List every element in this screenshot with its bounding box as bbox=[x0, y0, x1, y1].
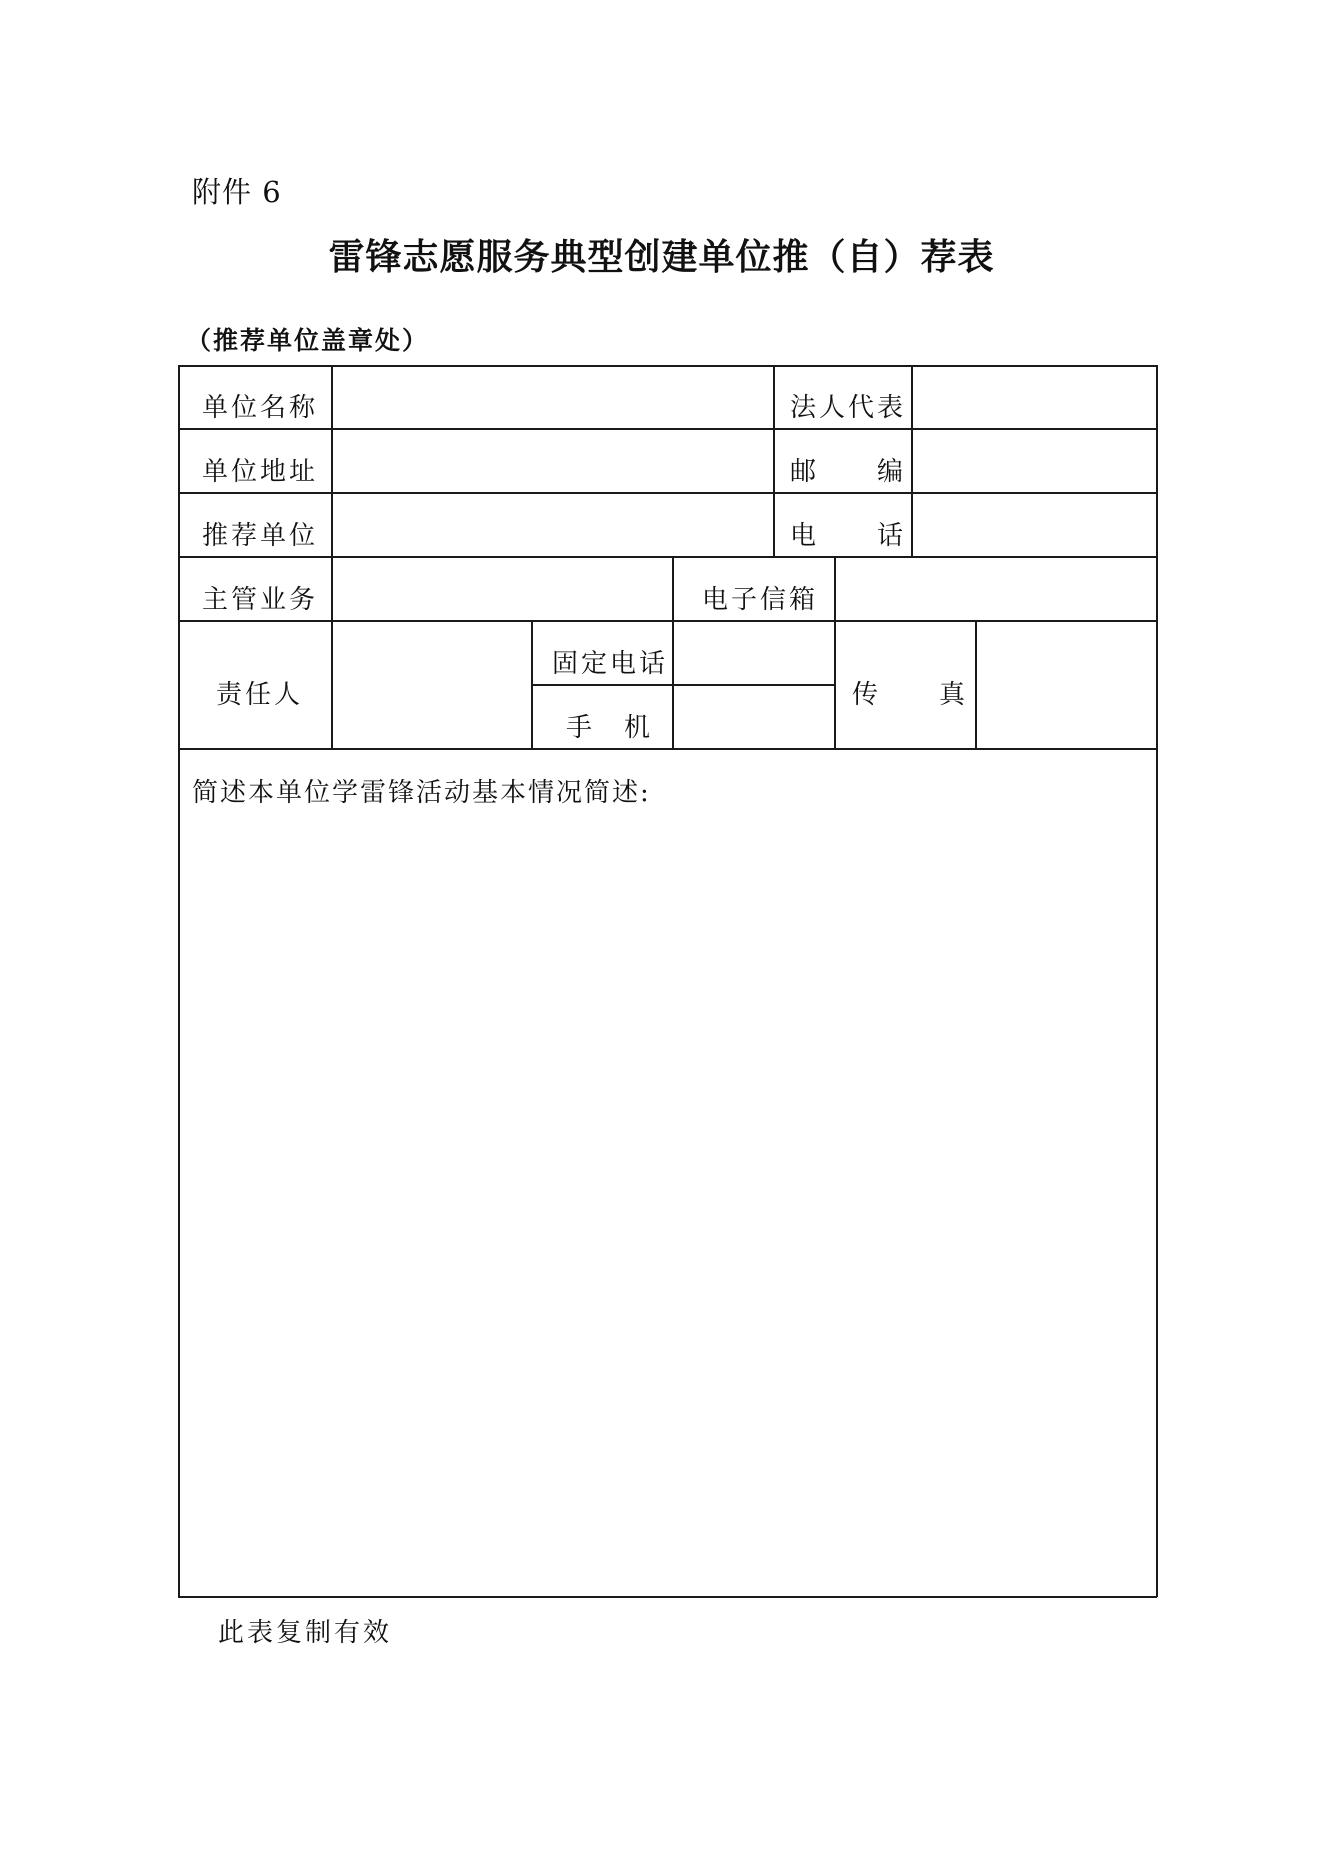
form-title: 雷锋志愿服务典型创建单位推（自）荐表 bbox=[328, 237, 995, 278]
column-divider bbox=[531, 620, 533, 749]
landline-label: 固定电话 bbox=[552, 649, 669, 679]
postcode-field[interactable] bbox=[913, 430, 1155, 491]
description-field[interactable] bbox=[188, 820, 1148, 1580]
table-border-bottom bbox=[178, 1596, 1157, 1598]
fax-label: 传 真 bbox=[852, 680, 969, 710]
table-border-right bbox=[1156, 365, 1158, 1597]
mobile-label: 手 机 bbox=[566, 713, 654, 743]
legal-rep-label: 法人代表 bbox=[790, 393, 907, 423]
unit-name-field[interactable] bbox=[333, 367, 772, 427]
phone-label: 电 话 bbox=[790, 521, 907, 551]
phone-field[interactable] bbox=[913, 494, 1155, 555]
responsible-person-label: 责任人 bbox=[216, 680, 304, 710]
unit-name-label: 单位名称 bbox=[202, 393, 319, 423]
description-label: 简述本单位学雷锋活动基本情况简述: bbox=[192, 778, 651, 808]
postcode-label: 邮 编 bbox=[790, 457, 907, 487]
main-business-label: 主管业务 bbox=[202, 585, 319, 615]
landline-field[interactable] bbox=[674, 622, 833, 683]
stamp-note: （推荐单位盖章处） bbox=[186, 326, 430, 355]
main-business-field[interactable] bbox=[333, 558, 671, 619]
row-divider bbox=[178, 748, 1157, 750]
legal-rep-field[interactable] bbox=[913, 367, 1155, 427]
unit-address-field[interactable] bbox=[333, 430, 772, 491]
fax-field[interactable] bbox=[977, 622, 1155, 747]
mobile-field[interactable] bbox=[674, 686, 833, 747]
email-label: 电子信箱 bbox=[702, 585, 819, 615]
recommender-field[interactable] bbox=[333, 494, 772, 555]
table-border-left bbox=[178, 365, 180, 1597]
attachment-label: 附件 6 bbox=[192, 175, 282, 209]
footer-note: 此表复制有效 bbox=[218, 1618, 393, 1648]
unit-address-label: 单位地址 bbox=[202, 457, 319, 487]
column-divider bbox=[773, 365, 775, 557]
recommender-label: 推荐单位 bbox=[202, 521, 319, 551]
email-field[interactable] bbox=[836, 558, 1155, 619]
responsible-person-field[interactable] bbox=[333, 622, 530, 747]
